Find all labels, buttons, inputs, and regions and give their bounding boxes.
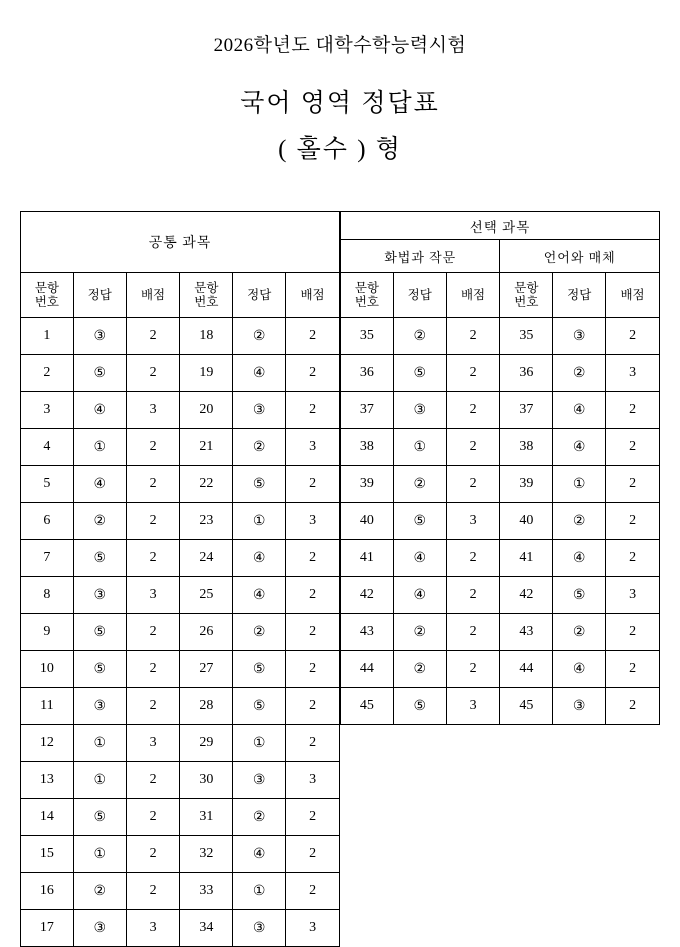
points-value: 3 xyxy=(286,910,340,947)
question-no: 43 xyxy=(341,614,394,651)
question-no: 1 xyxy=(21,318,74,355)
answer-value: ② xyxy=(233,614,286,651)
points-value: 2 xyxy=(446,392,500,429)
points-value: 2 xyxy=(446,429,500,466)
question-no: 25 xyxy=(180,577,233,614)
col-header-points: 배점 xyxy=(446,273,500,318)
answer-value: ② xyxy=(233,799,286,836)
points-value: 2 xyxy=(126,429,180,466)
table-row xyxy=(341,688,660,725)
answer-value: ① xyxy=(393,429,446,466)
common-group-label: 공통 과목 xyxy=(21,212,340,273)
question-no: 14 xyxy=(21,799,74,836)
points-value: 2 xyxy=(286,540,340,577)
table-row xyxy=(21,910,340,947)
question-no: 33 xyxy=(180,873,233,910)
points-value: 2 xyxy=(606,540,660,577)
answer-value: ③ xyxy=(553,318,606,355)
answer-value: ① xyxy=(73,429,126,466)
table-row xyxy=(21,392,340,429)
question-no: 20 xyxy=(180,392,233,429)
answer-value: ② xyxy=(393,318,446,355)
question-no: 45 xyxy=(500,688,553,725)
table-row xyxy=(341,318,660,355)
table-row xyxy=(21,799,340,836)
question-no: 40 xyxy=(500,503,553,540)
answer-value: ⑤ xyxy=(233,651,286,688)
points-value: 2 xyxy=(606,429,660,466)
table-row xyxy=(21,503,340,540)
points-value: 3 xyxy=(286,503,340,540)
points-value: 2 xyxy=(126,651,180,688)
table-row xyxy=(341,540,660,577)
points-value: 2 xyxy=(286,725,340,762)
answer-value: ⑤ xyxy=(393,688,446,725)
points-value: 2 xyxy=(606,392,660,429)
common-subject-table xyxy=(20,211,340,947)
question-no: 39 xyxy=(341,466,394,503)
points-value: 3 xyxy=(126,392,180,429)
question-no: 3 xyxy=(21,392,74,429)
points-value: 2 xyxy=(126,614,180,651)
points-value: 2 xyxy=(126,762,180,799)
question-no: 43 xyxy=(500,614,553,651)
table-row xyxy=(21,429,340,466)
question-no: 13 xyxy=(21,762,74,799)
question-no: 9 xyxy=(21,614,74,651)
answer-value: ① xyxy=(553,466,606,503)
col-header-answer: 정답 xyxy=(233,273,286,318)
points-value: 2 xyxy=(286,318,340,355)
elective-group-label: 선택 과목 xyxy=(341,212,660,240)
answer-value: ③ xyxy=(233,910,286,947)
points-value: 3 xyxy=(606,577,660,614)
table-row xyxy=(341,392,660,429)
points-value: 3 xyxy=(446,688,500,725)
table-row xyxy=(21,836,340,873)
question-no: 24 xyxy=(180,540,233,577)
question-no: 15 xyxy=(21,836,74,873)
col-header-answer: 정답 xyxy=(393,273,446,318)
points-value: 2 xyxy=(446,540,500,577)
points-value: 3 xyxy=(126,910,180,947)
question-no: 5 xyxy=(21,466,74,503)
points-value: 2 xyxy=(126,799,180,836)
table-row xyxy=(341,577,660,614)
table-row xyxy=(21,651,340,688)
answer-value: ⑤ xyxy=(393,503,446,540)
answer-value: ② xyxy=(393,466,446,503)
subject-label-language-media: 언어와 매체 xyxy=(500,240,660,273)
question-no: 36 xyxy=(341,355,394,392)
answer-value: ⑤ xyxy=(73,355,126,392)
answer-value: ③ xyxy=(553,688,606,725)
question-no: 12 xyxy=(21,725,74,762)
points-value: 2 xyxy=(126,873,180,910)
answer-value: ④ xyxy=(233,540,286,577)
points-value: 3 xyxy=(286,429,340,466)
answer-value: ③ xyxy=(73,910,126,947)
table-row xyxy=(21,873,340,910)
question-no: 40 xyxy=(341,503,394,540)
answer-value: ⑤ xyxy=(393,355,446,392)
question-no: 44 xyxy=(500,651,553,688)
question-no: 32 xyxy=(180,836,233,873)
answer-value: ⑤ xyxy=(233,466,286,503)
answer-value: ④ xyxy=(553,540,606,577)
question-no: 41 xyxy=(500,540,553,577)
question-no: 11 xyxy=(21,688,74,725)
question-no: 31 xyxy=(180,799,233,836)
question-no: 37 xyxy=(500,392,553,429)
question-no: 8 xyxy=(21,577,74,614)
answer-value: ① xyxy=(73,762,126,799)
answer-value: ③ xyxy=(393,392,446,429)
points-value: 2 xyxy=(446,318,500,355)
answer-value: ⑤ xyxy=(233,688,286,725)
page-title: 국어 영역 정답표 xyxy=(240,90,440,117)
points-value: 2 xyxy=(446,466,500,503)
table-row xyxy=(341,614,660,651)
answer-value: ② xyxy=(73,873,126,910)
points-value: 2 xyxy=(126,540,180,577)
question-no: 21 xyxy=(180,429,233,466)
points-value: 3 xyxy=(446,503,500,540)
question-no: 18 xyxy=(180,318,233,355)
question-no: 26 xyxy=(180,614,233,651)
question-no: 38 xyxy=(341,429,394,466)
answer-value: ⑤ xyxy=(73,651,126,688)
subject-label-speech-writing: 화법과 작문 xyxy=(341,240,500,273)
answer-value: ③ xyxy=(73,688,126,725)
points-value: 2 xyxy=(126,503,180,540)
answer-value: ④ xyxy=(553,392,606,429)
answer-value: ② xyxy=(233,318,286,355)
elective-subject-table xyxy=(340,211,660,725)
answer-value: ① xyxy=(233,503,286,540)
points-value: 2 xyxy=(126,355,180,392)
question-no: 10 xyxy=(21,651,74,688)
question-no: 28 xyxy=(180,688,233,725)
answer-value: ④ xyxy=(233,355,286,392)
answer-value: ④ xyxy=(553,429,606,466)
col-header-answer: 정답 xyxy=(553,273,606,318)
answer-value: ⑤ xyxy=(73,799,126,836)
question-no: 16 xyxy=(21,873,74,910)
table-row xyxy=(21,540,340,577)
col-header-points: 배점 xyxy=(606,273,660,318)
table-row xyxy=(341,355,660,392)
question-no: 17 xyxy=(21,910,74,947)
points-value: 2 xyxy=(606,688,660,725)
points-value: 2 xyxy=(286,799,340,836)
answer-value: ④ xyxy=(73,466,126,503)
answer-value: ⑤ xyxy=(73,614,126,651)
answer-value: ③ xyxy=(233,392,286,429)
question-no: 37 xyxy=(341,392,394,429)
points-value: 2 xyxy=(446,577,500,614)
answer-value: ④ xyxy=(233,836,286,873)
answer-value: ⑤ xyxy=(73,540,126,577)
points-value: 2 xyxy=(286,614,340,651)
table-row xyxy=(21,577,340,614)
question-no: 39 xyxy=(500,466,553,503)
question-no: 27 xyxy=(180,651,233,688)
answer-value: ② xyxy=(553,355,606,392)
col-header-question-no: 문항 번호 xyxy=(500,273,553,318)
question-no: 42 xyxy=(500,577,553,614)
table-row xyxy=(341,466,660,503)
points-value: 2 xyxy=(606,466,660,503)
table-row xyxy=(341,651,660,688)
points-value: 2 xyxy=(286,355,340,392)
points-value: 3 xyxy=(606,355,660,392)
question-no: 34 xyxy=(180,910,233,947)
answer-value: ④ xyxy=(73,392,126,429)
question-no: 45 xyxy=(341,688,394,725)
points-value: 3 xyxy=(126,577,180,614)
table-row xyxy=(21,762,340,799)
points-value: 2 xyxy=(286,873,340,910)
question-no: 2 xyxy=(21,355,74,392)
answer-value: ② xyxy=(553,503,606,540)
points-value: 2 xyxy=(286,836,340,873)
question-no: 35 xyxy=(500,318,553,355)
question-no: 7 xyxy=(21,540,74,577)
question-no: 22 xyxy=(180,466,233,503)
table-row xyxy=(341,429,660,466)
question-no: 6 xyxy=(21,503,74,540)
table-row xyxy=(21,688,340,725)
question-no: 30 xyxy=(180,762,233,799)
table-row xyxy=(21,318,340,355)
col-header-question-no: 문항 번호 xyxy=(21,273,74,318)
table-row xyxy=(21,355,340,392)
points-value: 2 xyxy=(286,392,340,429)
table-row xyxy=(21,614,340,651)
col-header-points: 배점 xyxy=(126,273,180,318)
answer-value: ② xyxy=(393,614,446,651)
answer-value: ① xyxy=(73,725,126,762)
answer-value: ④ xyxy=(393,540,446,577)
question-no: 35 xyxy=(341,318,394,355)
points-value: 2 xyxy=(606,651,660,688)
table-row xyxy=(21,466,340,503)
table-row xyxy=(21,725,340,762)
points-value: 2 xyxy=(446,355,500,392)
points-value: 3 xyxy=(126,725,180,762)
answer-value: ② xyxy=(73,503,126,540)
answer-value: ⑤ xyxy=(553,577,606,614)
answer-value: ④ xyxy=(393,577,446,614)
points-value: 3 xyxy=(286,762,340,799)
col-header-question-no: 문항 번호 xyxy=(180,273,233,318)
points-value: 2 xyxy=(606,503,660,540)
answer-value: ③ xyxy=(73,577,126,614)
points-value: 2 xyxy=(126,688,180,725)
answer-value: ① xyxy=(233,725,286,762)
answer-value: ④ xyxy=(233,577,286,614)
question-no: 4 xyxy=(21,429,74,466)
question-no: 36 xyxy=(500,355,553,392)
answer-value: ② xyxy=(233,429,286,466)
answer-sheet-page xyxy=(0,30,680,937)
points-value: 2 xyxy=(126,836,180,873)
col-header-points: 배점 xyxy=(286,273,340,318)
points-value: 2 xyxy=(126,318,180,355)
exam-year-line: 2026학년도 대학수학능력시험 xyxy=(213,35,467,56)
points-value: 2 xyxy=(286,466,340,503)
col-header-answer: 정답 xyxy=(73,273,126,318)
answer-value: ② xyxy=(393,651,446,688)
question-no: 38 xyxy=(500,429,553,466)
points-value: 2 xyxy=(446,651,500,688)
answer-value: ① xyxy=(233,873,286,910)
answer-value: ③ xyxy=(233,762,286,799)
points-value: 2 xyxy=(286,577,340,614)
points-value: 2 xyxy=(286,651,340,688)
points-value: 2 xyxy=(606,614,660,651)
points-value: 2 xyxy=(126,466,180,503)
question-no: 41 xyxy=(341,540,394,577)
points-value: 2 xyxy=(286,688,340,725)
answer-value: ② xyxy=(553,614,606,651)
question-no: 23 xyxy=(180,503,233,540)
question-no: 42 xyxy=(341,577,394,614)
question-no: 44 xyxy=(341,651,394,688)
points-value: 2 xyxy=(606,318,660,355)
question-no: 29 xyxy=(180,725,233,762)
answer-value: ① xyxy=(73,836,126,873)
answer-value: ④ xyxy=(553,651,606,688)
exam-form-label: ( 홀수 ) 형 xyxy=(278,136,402,163)
table-row xyxy=(341,503,660,540)
answer-value: ③ xyxy=(73,318,126,355)
points-value: 2 xyxy=(446,614,500,651)
col-header-question-no: 문항 번호 xyxy=(341,273,394,318)
question-no: 19 xyxy=(180,355,233,392)
